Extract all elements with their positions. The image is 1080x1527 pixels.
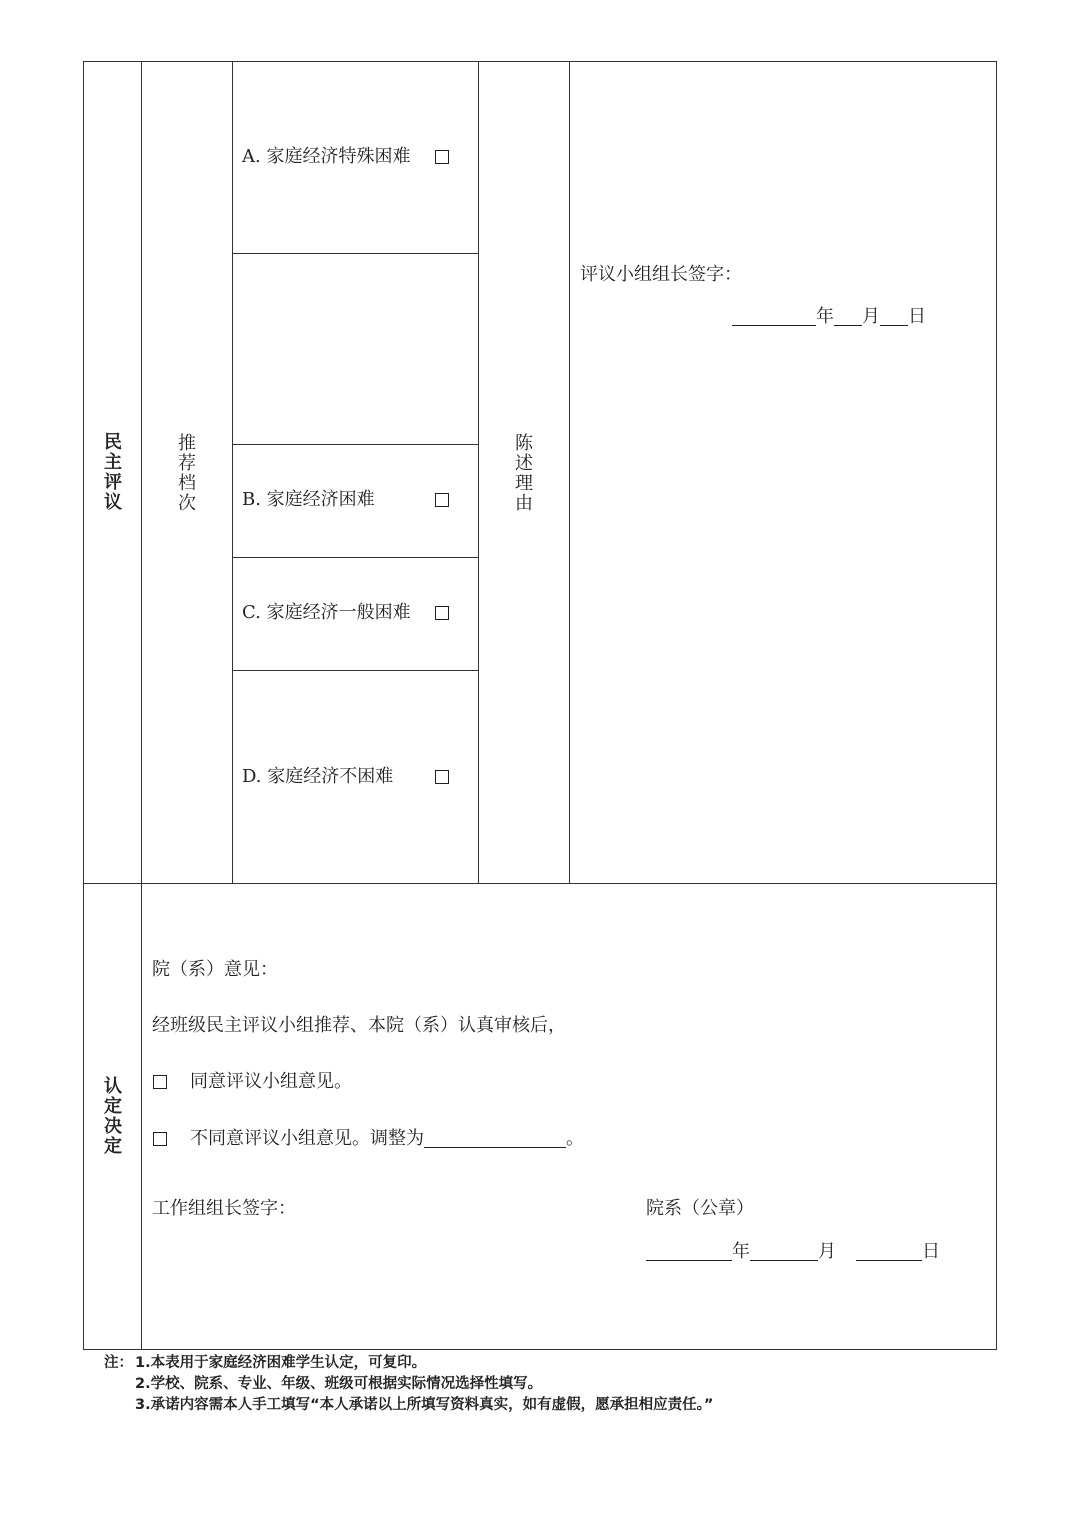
section-divider <box>83 883 997 884</box>
option-row-divider <box>232 670 479 671</box>
option-b-label: B. 家庭经济困难 <box>242 489 375 510</box>
day-blank[interactable] <box>880 309 908 326</box>
day-blank[interactable] <box>856 1244 922 1261</box>
disagree-checkbox[interactable] <box>153 1132 167 1146</box>
disagree-label: 不同意评议小组意见。调整为 <box>190 1128 424 1149</box>
option-row-divider <box>232 557 479 558</box>
grade-column-divider <box>232 61 233 884</box>
option-d-checkbox[interactable] <box>435 770 449 784</box>
table-bottom-border <box>83 1349 997 1350</box>
reason-column-divider <box>569 61 570 884</box>
decision-leader-sign-label: 工作组组长签字： <box>152 1198 296 1219</box>
decision-date: 年 月 日 <box>646 1243 940 1261</box>
option-c-label: C. 家庭经济一般困难 <box>242 602 411 623</box>
option-a-checkbox[interactable] <box>435 150 449 164</box>
label-column-divider <box>141 61 142 1350</box>
option-a-label: A. 家庭经济特殊困难 <box>242 146 411 167</box>
agree-checkbox[interactable] <box>153 1075 167 1089</box>
dept-opinion-label: 院（系）意见： <box>152 959 278 980</box>
disagree-line: 不同意评议小组意见。调整为 。 <box>190 1128 584 1149</box>
table-top-border <box>83 61 997 62</box>
adjust-blank[interactable] <box>424 1131 566 1148</box>
year-blank[interactable] <box>646 1244 732 1261</box>
review-statement: 经班级民主评议小组推荐、本院（系）认真审核后， <box>152 1015 566 1036</box>
option-d-label: D. 家庭经济不困难 <box>242 766 394 787</box>
decision-section-label: 认 定 决 定 <box>104 1076 122 1157</box>
notes-prefix: 注： <box>104 1355 133 1371</box>
month-blank[interactable] <box>750 1244 818 1261</box>
note-item: 1.本表用于家庭经济困难学生认定，可复印。 <box>135 1355 427 1371</box>
agree-label: 同意评议小组意见。 <box>190 1071 352 1092</box>
option-c-checkbox[interactable] <box>435 606 449 620</box>
option-row-divider <box>232 253 479 254</box>
evaluation-section-label: 民 主 评 议 <box>104 432 122 513</box>
year-blank[interactable] <box>732 309 816 326</box>
table-right-border <box>996 61 997 1350</box>
note-item: 2.学校、院系、专业、年级、班级可根据实际情况选择性填写。 <box>135 1376 543 1392</box>
table-left-border <box>83 61 84 1350</box>
reason-label: 陈 述 理 由 <box>515 433 533 514</box>
month-blank[interactable] <box>834 309 862 326</box>
option-row-divider <box>232 444 479 445</box>
evaluation-leader-sign-label: 评议小组组长签字： <box>580 264 742 285</box>
grade-label: 推 荐 档 次 <box>178 433 196 514</box>
option-b-checkbox[interactable] <box>435 493 449 507</box>
options-column-divider <box>478 61 479 884</box>
note-item: 3.承诺内容需本人手工填写“本人承诺以上所填写资料真实，如有虚假，愿承担相应责任。” <box>135 1397 714 1413</box>
seal-label: 院系（公章） <box>646 1198 754 1219</box>
evaluation-date: 年 月 日 <box>732 308 926 326</box>
